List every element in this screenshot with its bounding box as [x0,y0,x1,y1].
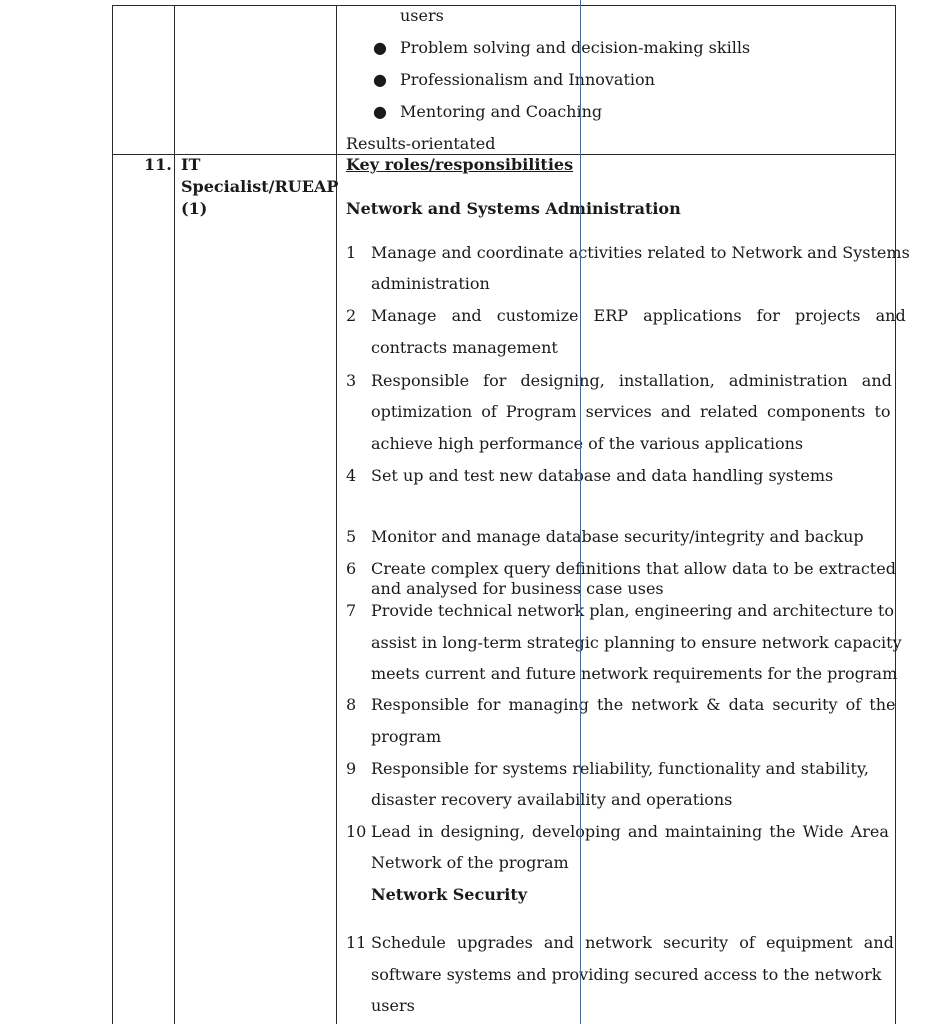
item-line: meets current and future network requirements for the program [371,664,898,683]
table-border-col1 [174,5,175,1024]
item-line: Lead in designing, developing and maintaining the Wide Area [371,822,889,841]
position-title-line: Specialist/RUEAP [181,177,339,196]
item-number: 9 [346,759,357,778]
item-line: Responsible for designing, installation, administration and [371,371,892,390]
item-number: 5 [346,527,357,546]
item-line: Provide technical network plan, engineering and architecture to [371,601,894,620]
bullet-item: Problem solving and decision-making skills [400,38,751,57]
item-line: and analysed for business case uses [371,579,664,598]
bullet-item: Professionalism and Innovation [400,70,655,89]
item-line [371,243,910,263]
item-number: 7 [346,601,357,620]
continued-text: users [400,6,444,25]
item-number: 8 [346,695,357,714]
bullet-item: Mentoring and Coaching [400,102,603,121]
item-line: Monitor and manage database security/integrity and backup [371,527,864,546]
item-number: 2 [346,306,357,325]
scan-artifact-line [580,0,581,1024]
key-roles-heading: Key roles/responsibilities [346,155,574,174]
item-line: optimization of Program services and related components to [371,402,891,421]
item-number: 10 [346,822,367,841]
item-line: Responsible for managing the network & data security of the [371,695,896,714]
position-title-line: IT [181,155,201,174]
item-line: assist in long-term strategic planning to ensure network capacity [371,633,902,652]
table-border-left [112,5,113,1024]
item-line: Schedule upgrades and network security of equipment and [371,933,894,952]
item-line: contracts management [371,338,558,357]
item-number: 11 [346,933,367,952]
results-orientated-text: Results-orientated [346,134,496,153]
item-line: Create complex query definitions that allow data to be extracted [371,559,896,578]
position-title-line: (1) [181,199,208,218]
item-number: 1 [346,243,357,262]
table-border-top [112,5,896,6]
item-line: achieve high performance of the various applications [371,434,804,453]
subsection-heading: Network Security [371,885,528,904]
item-line: Set up and test new database and data handling systems [371,466,834,485]
table-border-col2 [336,5,337,1024]
table-border-right [895,5,896,1024]
bullet-dot: ● [373,70,387,89]
row-number: 11. [144,155,172,174]
item-line: disaster recovery availability and operations [371,790,733,809]
item-number: 6 [346,559,357,578]
item-line: program [371,727,442,746]
item-number: 4 [346,466,357,485]
item-line: administration [371,274,490,293]
item-line: software systems and providing secured access to the network [371,965,882,984]
bullet-dot: ● [373,38,387,57]
item-line: Responsible for systems reliability, functionality and stability, [371,759,869,778]
item-number: 3 [346,371,357,390]
item-line: Network of the program [371,853,569,872]
item-line: users [371,996,415,1015]
item-line: Manage and customize ERP applications for projects and [371,306,906,325]
subsection-heading: Network and Systems Administration [346,199,681,218]
item-text: Manage and coordinate activities related to Network and Systems [371,243,910,262]
bullet-dot: ● [373,102,387,121]
